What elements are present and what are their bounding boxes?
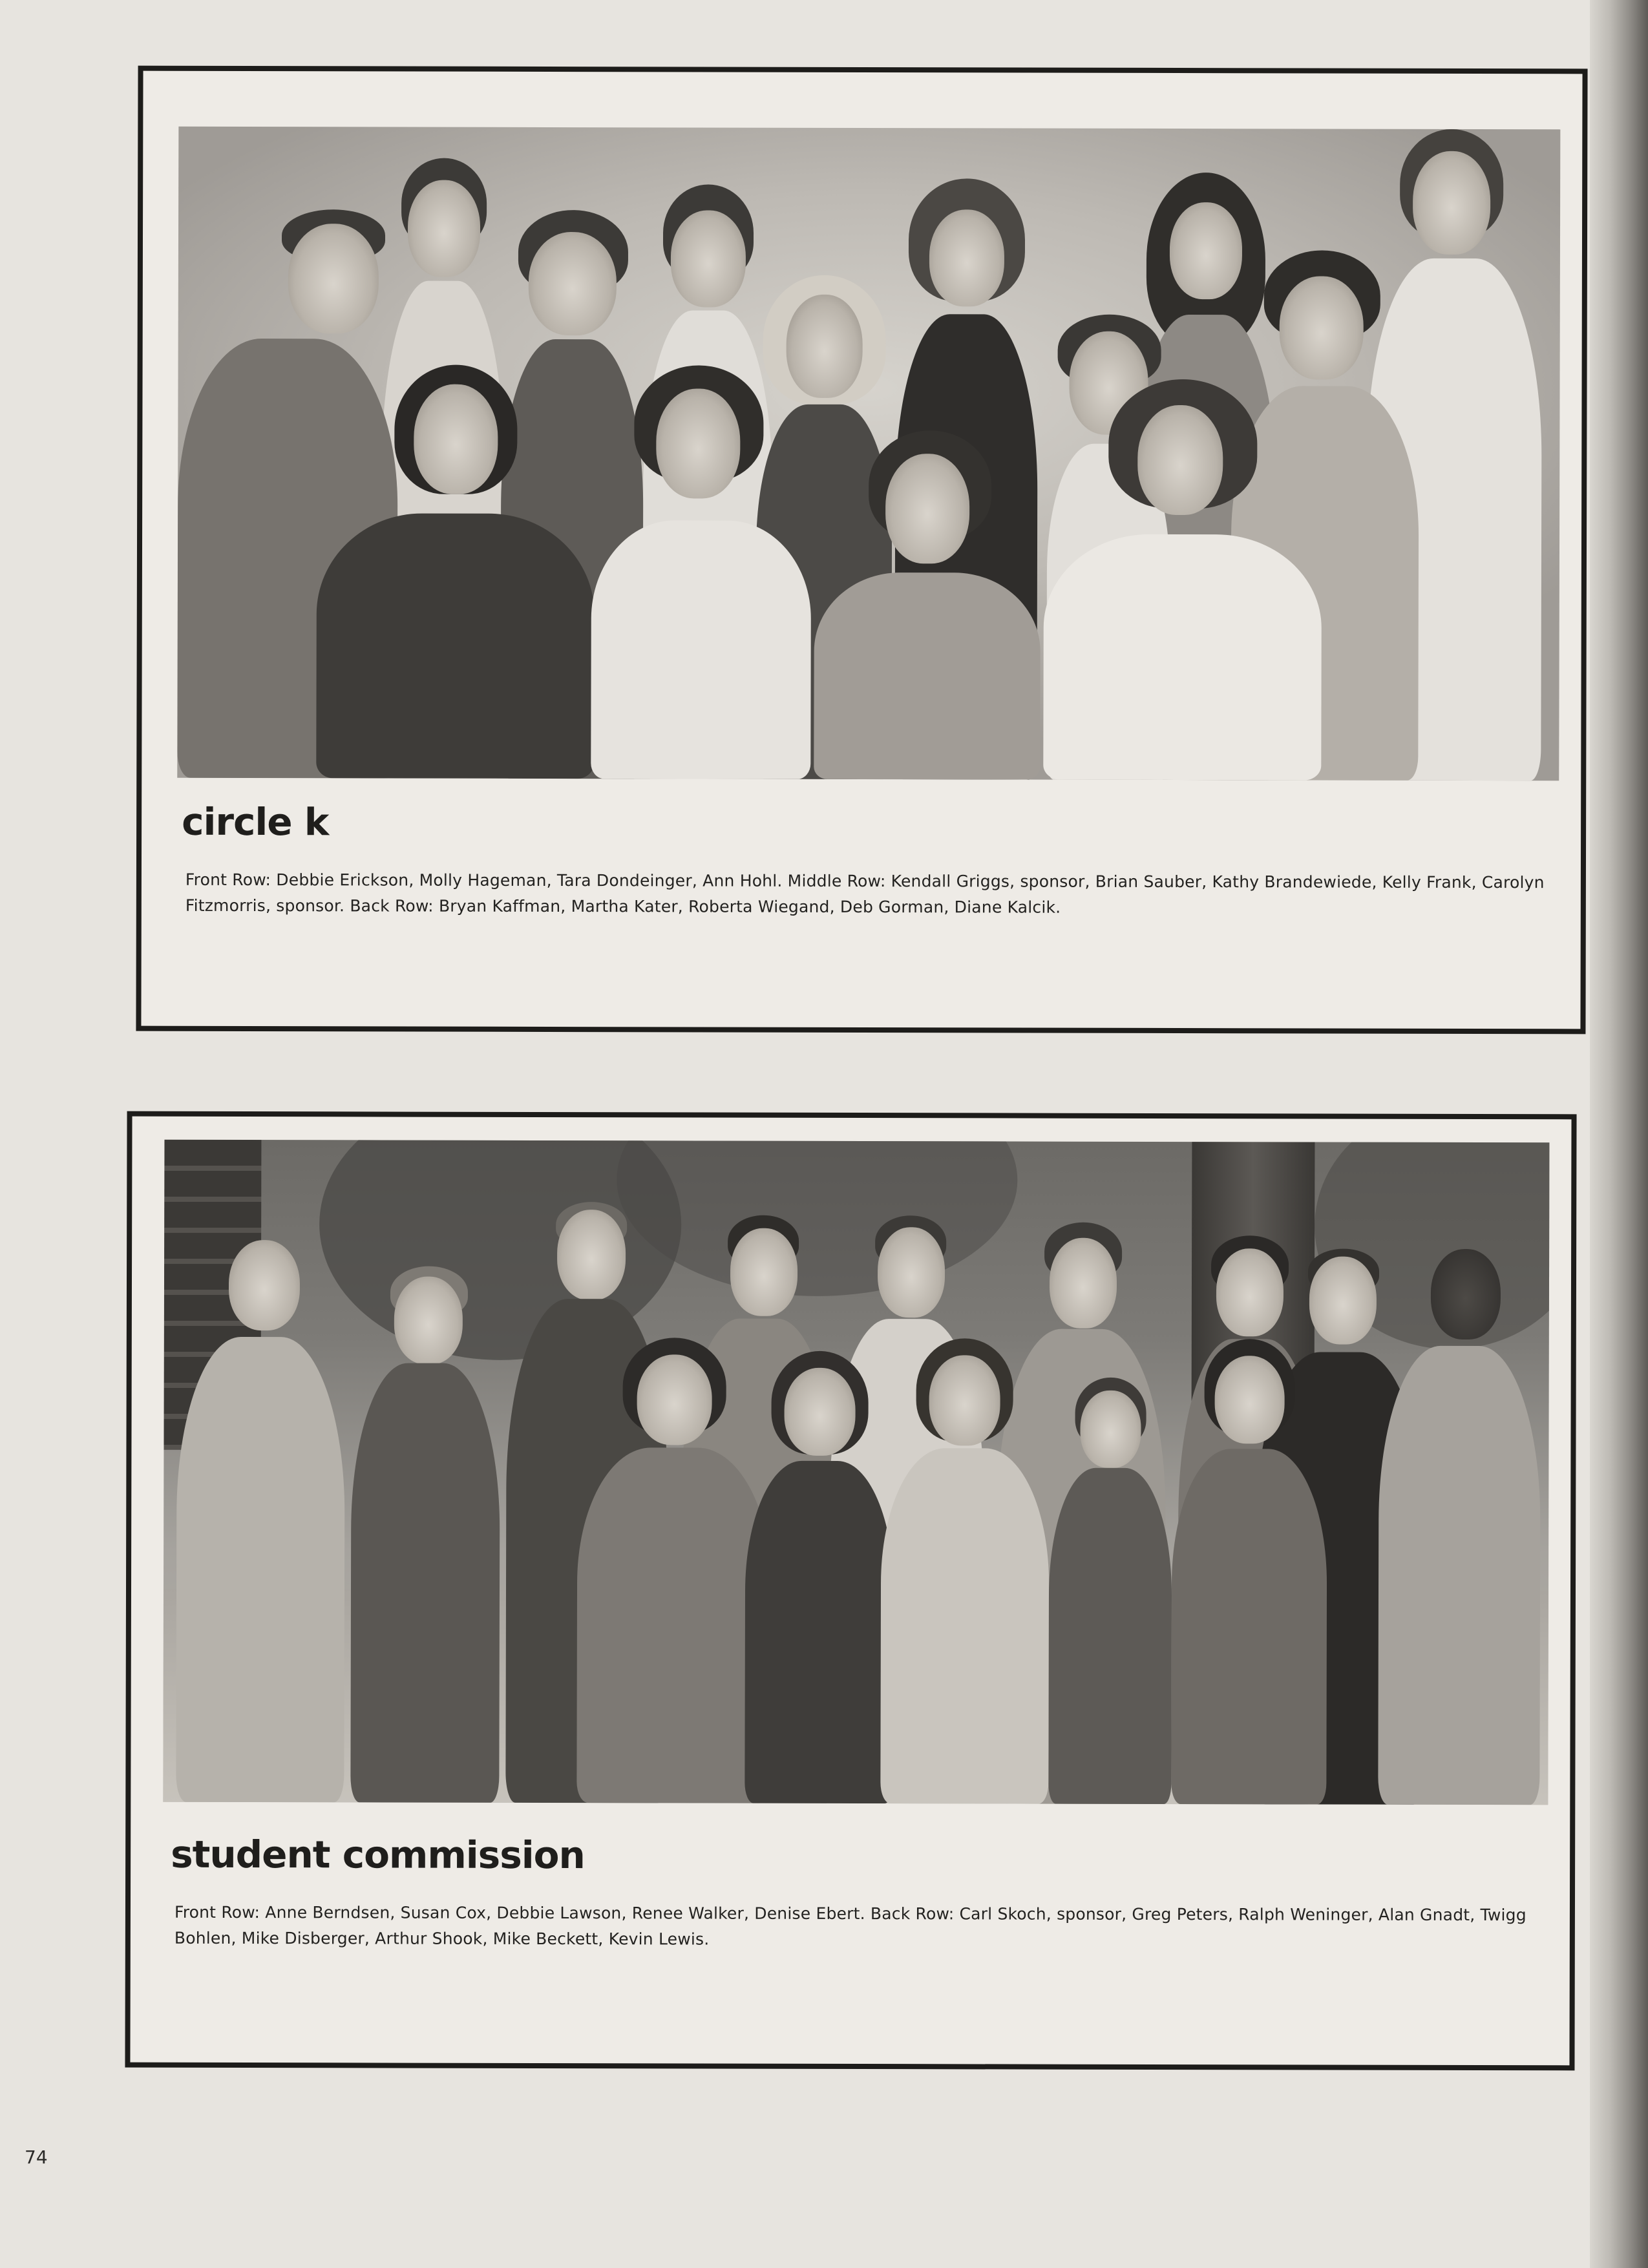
photo-person xyxy=(316,364,595,779)
photo-person xyxy=(350,1266,500,1802)
photo-person xyxy=(1043,379,1322,781)
circle-k-panel xyxy=(136,66,1587,1034)
section-title: circle k xyxy=(182,799,329,845)
student-commission-group-photo xyxy=(163,1140,1549,1805)
photo-person xyxy=(880,1338,1050,1804)
circle-k-group-photo xyxy=(177,127,1560,781)
photo-person xyxy=(1048,1378,1172,1804)
section-title: student commission xyxy=(171,1832,585,1878)
page-number: 74 xyxy=(25,2147,48,2168)
photo-person xyxy=(576,1338,772,1803)
student-commission-panel xyxy=(125,1111,1576,2071)
photo-person xyxy=(1171,1339,1327,1805)
photo-person xyxy=(1378,1249,1541,1805)
photo-person xyxy=(591,365,811,779)
photo-person xyxy=(176,1240,345,1803)
page-edge-shadow xyxy=(1590,0,1648,2268)
photo-person xyxy=(814,430,1041,780)
photo-person xyxy=(745,1351,894,1803)
photo-caption: Front Row: Anne Berndsen, Susan Cox, Debbie Lawson, Renee Walker, Denise Ebert. Back Row: Carl Skoch, sponsor, Greg Peters, Ralph Weninger, Alan Gnadt, Twigg Bohlen, Mike Disberger, Arthur Shook, Mike Beckett, Kevin Lewis. xyxy=(174,1902,1527,1949)
photo-caption: Front Row: Debbie Erickson, Molly Hageman, Tara Dondeinger, Ann Hohl. Middle Row: Kendall Griggs, sponsor, Brian Sauber, Kathy Brandewiede, Kelly Frank, Carolyn Fitzmorris, sponsor. Back Row: Bryan Kaffman, Martha Kater, Roberta Wiegand, Deb Gorman, Diane Kalcik. xyxy=(185,870,1545,917)
